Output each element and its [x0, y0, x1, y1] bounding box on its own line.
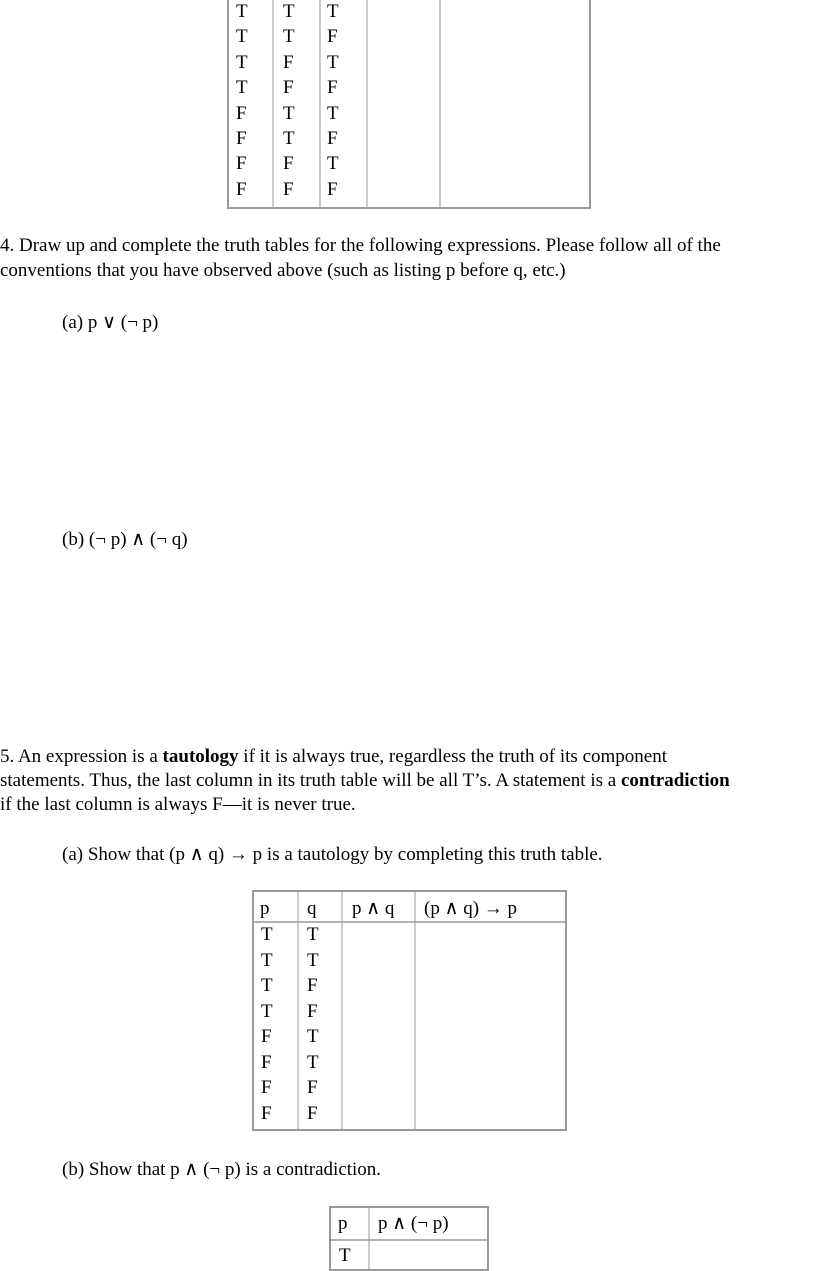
table-a-cell: F: [307, 1000, 318, 1022]
top-table-cell: F: [236, 178, 247, 200]
table-a-cell: T: [261, 975, 273, 996]
table-a-cell: T: [307, 949, 319, 971]
table-a-header-implication: (p ∧ q) → p: [424, 898, 518, 919]
q5-text-line1: 5. An expression is a tautology if it is always true, regardless the truth of its component: [0, 746, 668, 767]
top-table-cell: F: [327, 77, 338, 99]
top-table-cell: T: [327, 1, 339, 22]
top-table-cell: F: [236, 128, 247, 149]
top-table-gridlines: [227, 0, 591, 209]
top-table-cell: T: [327, 51, 339, 73]
table-a-header-p-and-q: p ∧ q: [352, 898, 395, 919]
table-a-cell: F: [261, 1077, 272, 1098]
top-table-cell: F: [327, 26, 338, 48]
table-a-cell: F: [307, 975, 318, 996]
q5-text-line2: statements. Thus, the last column in its truth table will be all T’s. A statement is a contradiction: [0, 770, 730, 791]
top-table-cell: T: [236, 26, 248, 48]
top-table-cell: F: [236, 153, 247, 175]
table-b-cell: T: [339, 1245, 351, 1266]
table-a-cell: F: [307, 1077, 318, 1098]
tautology-table-gridlines: [252, 890, 567, 1131]
q5-part-b: (b) Show that p ∧ (¬ p) is a contradiction.: [62, 1159, 382, 1180]
top-table-cell: F: [283, 51, 294, 73]
top-table-cell: T: [236, 51, 248, 73]
table-a-cell: T: [307, 1051, 319, 1073]
table-a-cell: F: [261, 1026, 272, 1047]
table-b-header-expression: p ∧ (¬ p): [378, 1213, 449, 1234]
top-table-cell: T: [327, 102, 339, 124]
top-table-cell: F: [327, 128, 338, 149]
top-table-cell: T: [283, 26, 295, 48]
table-a-cell: F: [307, 1102, 318, 1124]
top-table-cell: F: [236, 102, 247, 124]
table-a-cell: T: [307, 924, 319, 945]
table-a-cell: T: [261, 1000, 273, 1022]
table-b-header-p: p: [338, 1213, 348, 1234]
top-table-cell: F: [283, 178, 294, 200]
table-a-cell: F: [261, 1051, 272, 1073]
top-table-cell: T: [283, 128, 295, 149]
table-a-cell: T: [307, 1026, 319, 1047]
table-a-cell: F: [261, 1102, 272, 1124]
q4-text-line2: conventions that you have observed above (such as listing p before q, etc.): [0, 260, 566, 281]
top-table-cell: T: [236, 77, 248, 99]
top-table-cell: T: [283, 1, 295, 22]
q5-part-a: (a) Show that (p ∧ q) → p is a tautology by completing this truth table.: [62, 844, 603, 865]
q4-part-a: (a) p ∨ (¬ p): [62, 312, 159, 333]
table-a-header-q: q: [307, 898, 317, 919]
top-table-cell: T: [236, 1, 248, 22]
q5-text-line3: if the last column is always F—it is never true.: [0, 794, 356, 815]
table-a-header-p: p: [260, 898, 270, 919]
top-table-cell: F: [283, 153, 294, 175]
table-a-cell: T: [261, 924, 273, 945]
top-table-cell: F: [283, 77, 294, 99]
top-table-cell: T: [283, 102, 295, 124]
q4-part-b: (b) (¬ p) ∧ (¬ q): [62, 529, 188, 550]
top-table-cell: T: [327, 153, 339, 175]
q4-text-line1: 4. Draw up and complete the truth tables for the following expressions. Please follow all of the: [0, 235, 721, 256]
table-a-cell: T: [261, 949, 273, 971]
top-table-cell: F: [327, 178, 338, 200]
